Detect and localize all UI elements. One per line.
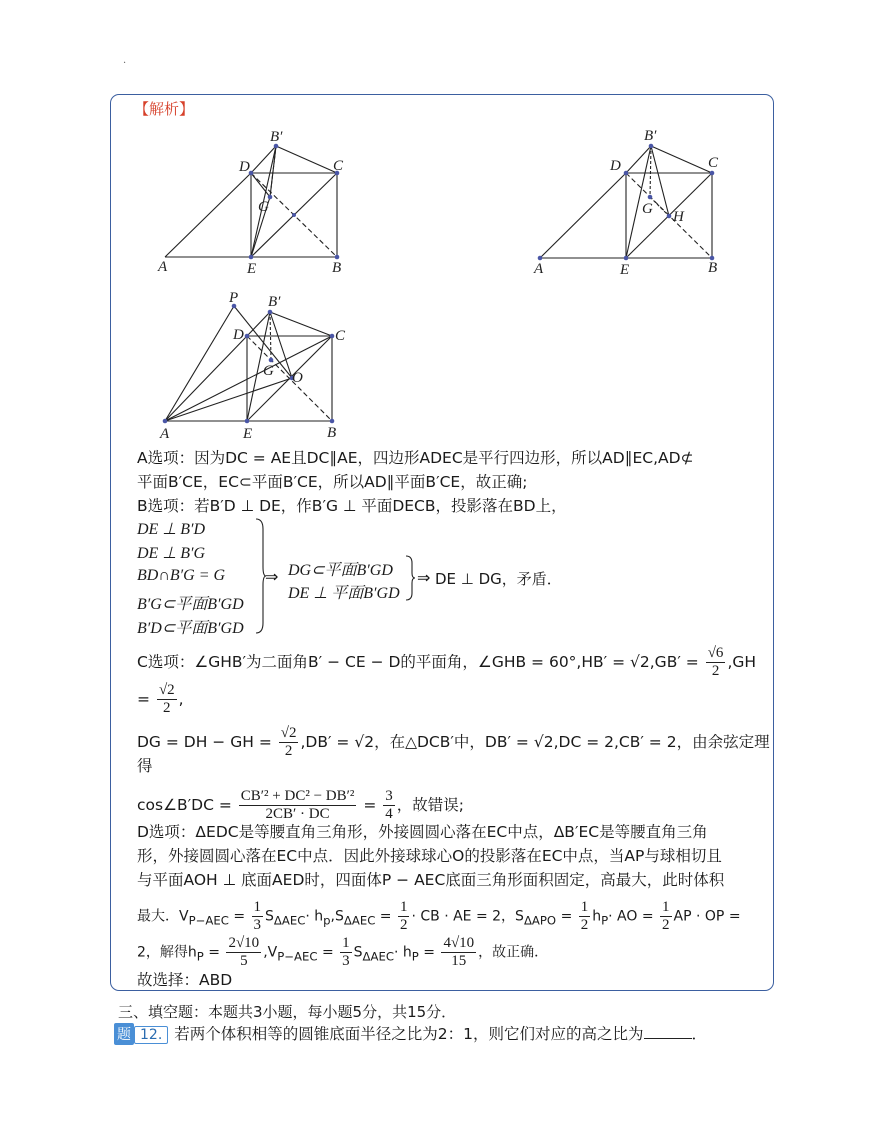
fig1-label-A: A	[158, 259, 168, 275]
fig3-label-P: P	[229, 290, 239, 306]
fig3-label-D: D	[233, 327, 244, 343]
fig3-label-A: A	[160, 426, 170, 442]
analysis-tag: 【解析】	[134, 100, 195, 118]
option-d-line-1: D选项：ΔEDC是等腰直角三角形，外接圆圆心落在EC中点，ΔB′EC是等腰直角三角	[137, 823, 708, 841]
frac-volume: $\frac{4√10}{15}$	[443, 935, 475, 969]
option-c-line-1-text: C选项：∠GHB′为二面角B′ − CE − D的平面角，∠GHB = 60°,HB′ = √2,GB′ =	[137, 653, 699, 671]
option-c-line-3: DG = DH − GH = $\frac{√2}{2}$ ,DB′ = √2，在△DCB′中，DB′ = √2,DC = 2,CB′ = 2，由余弦定理	[137, 725, 770, 759]
fig3-label-G: G	[263, 363, 274, 379]
option-a-line-1: A选项：因为DC = AE且DC∥AE，四边形ADEC是平行四边形，所以AD∥EC,AD⊄	[137, 449, 694, 467]
system-left-5: B′D⊂平面B′GD	[137, 620, 244, 637]
question-text: 若两个体积相等的圆锥底面半径之比为2：1，则它们对应的高之比为	[174, 1025, 644, 1043]
question-number: 12.	[134, 1026, 168, 1044]
fig3-label-B: B	[327, 425, 337, 441]
option-b-line-1: B选项：若B′D ⊥ DE，作B′G ⊥ 平面DECB，投影落在BD上，	[137, 497, 567, 515]
option-d-line-2: 形，外接圆圆心落在EC中点．因此外接球球心O的投影落在EC中点，当AP与球相切且	[137, 847, 722, 865]
option-d-line-3: 与平面AOH ⊥ 底面AED时，四面体P − AEC底面三角形面积固定，高最大，此时体积	[137, 871, 725, 889]
fig1-label-G: G	[258, 199, 269, 215]
fig2-label-B: B	[708, 260, 718, 276]
frac-half-a: $\frac{1}{2}$	[399, 899, 408, 933]
frac-three-quarters: $\frac{3}{4}$	[385, 788, 393, 822]
fig1-label-B: B	[332, 260, 342, 276]
system-left-3: BD∩B′G = G	[137, 567, 226, 584]
header-mark: ·	[123, 58, 127, 69]
fig2-label-A: A	[534, 261, 544, 277]
fig3-label-E: E	[243, 426, 253, 442]
figure-2	[525, 125, 735, 280]
fig2-label-E: E	[620, 262, 630, 278]
option-c-line-4: 得	[137, 757, 153, 775]
figure-1	[150, 125, 360, 280]
frac-sqrt6-over-2: $\frac{√6}{2}$	[707, 645, 724, 679]
option-d-line-4: 最大．$V_{P-AEC}$ = $\frac{1}{3}$ $S_{\Delta AEC}\cdot h_p,S_{\Delta AEC}$ = $\frac{1}{2}$ · CB · AE = 2，$S_{\Delta APO}$ = $\frac{1}{2}$ $h_P\cdot$ AO = $\frac{1}{2}$ AP · OP =	[137, 899, 741, 933]
system-mid-1: DG⊂平面B′GD	[288, 562, 393, 579]
system-arrow-1: ⇒	[265, 569, 279, 586]
figure-3	[150, 288, 360, 443]
option-c-line-2: = $\frac{√2}{2}$ ,	[137, 682, 184, 716]
option-a-line-2: 平面B′CE，EC⊂平面B′CE，所以AD∥平面B′CE，故正确;	[137, 473, 528, 491]
answer-line: 故选择：ABD	[137, 971, 233, 989]
fig2-label-H: H	[673, 209, 684, 225]
option-c-line-5: cos∠B′DC = $\frac{\text{CB′² + DC² − DB′²}}{2CB' \cdot DC}$ = $\frac{3}{4}$ ，故错误;	[137, 788, 465, 822]
right-brace-2	[405, 555, 417, 601]
question-12: 题 12. 若两个体积相等的圆锥底面半径之比为2：1，则它们对应的高之比为 ．	[114, 1022, 707, 1045]
frac-half-b: $\frac{1}{2}$	[580, 899, 589, 933]
system-left-1: DE ⊥ B′D	[137, 521, 206, 538]
frac-sqrt2-over-2-a: $\frac{√2}{2}$	[158, 682, 175, 716]
system-mid-2: DE ⊥ 平面B′GD	[288, 585, 400, 602]
frac-hp: $\frac{2√10}{5}$	[228, 935, 260, 969]
frac-cosine-law: $\frac{\text{CB′² + DC² − DB′²}}{2CB' \cdot DC}$	[240, 788, 355, 822]
fig1-label-Bprime: B′	[270, 129, 283, 145]
system-left-4: B′G⊂平面B′GD	[137, 596, 244, 613]
fig3-label-Bprime: B′	[268, 294, 281, 310]
option-d-line-5: 2，解得$h_P$ = $\frac{2√10}{5}$ $,V_{P-AEC}$ = $\frac{1}{3}$ $S_{\Delta AEC}\cdot h_P$ = $\frac{4√10}{15}$ ，故正确．	[137, 935, 549, 969]
fig2-label-Bprime: B′	[644, 128, 657, 144]
option-b-system	[137, 517, 562, 637]
question-tag: 题	[114, 1023, 134, 1045]
fig1-label-C: C	[333, 158, 344, 174]
system-result: DE ⊥ DG，矛盾．	[435, 570, 562, 588]
system-left-2: DE ⊥ B′G	[137, 545, 206, 562]
frac-sqrt2-over-2-b: $\frac{√2}{2}$	[280, 725, 297, 759]
fig2-label-D: D	[610, 158, 621, 174]
fig2-label-G: G	[642, 201, 653, 217]
fig2-label-C: C	[708, 155, 719, 171]
fig3-label-C: C	[335, 328, 346, 344]
answer-blank[interactable]	[644, 1024, 692, 1039]
frac-one-third-b: $\frac{1}{3}$	[342, 935, 350, 969]
fig1-label-D: D	[239, 159, 250, 175]
fig3-label-O: O	[292, 370, 303, 386]
frac-half-c: $\frac{1}{2}$	[662, 899, 670, 933]
fig1-label-E: E	[247, 261, 257, 277]
system-arrow-2: ⇒	[417, 570, 431, 587]
frac-one-third-a: $\frac{1}{3}$	[253, 899, 261, 933]
section-title: 三、填空题：本题共3小题，每小题5分，共15分．	[118, 1003, 457, 1021]
option-c-line-1: C选项：∠GHB′为二面角B′ − CE − D的平面角，∠GHB = 60°,HB′ = √2,GB′ = $\frac{√6}{2}$ ,GH	[137, 645, 757, 679]
